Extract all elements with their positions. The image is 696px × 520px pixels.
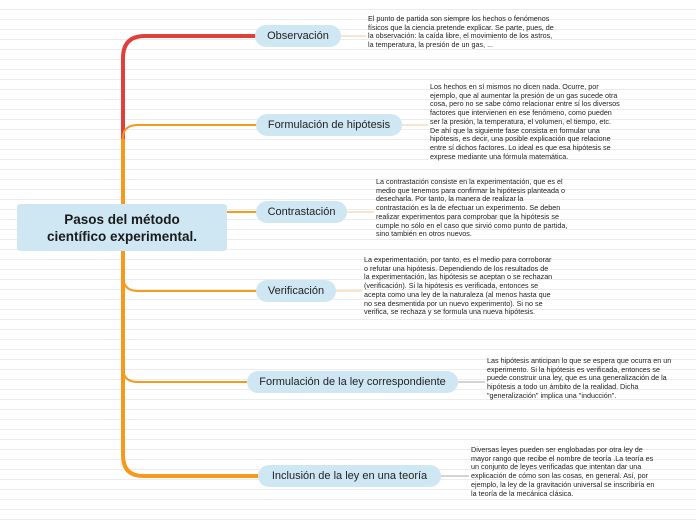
topic-inclusion-teoria[interactable]: Inclusión de la ley en una teoría xyxy=(258,465,441,487)
topic-contrastacion[interactable]: Contrastación xyxy=(256,201,347,223)
description-observacion: El punto de partida son siempre los hechos o fenómenos físicos que la ciencia pretende explicar. Se parte, pues, de la observación: la caída libre, el movimiento de los astros, la temperatura, la presión de un gas, ... xyxy=(368,14,554,50)
description-formulacion-ley: Las hipótesis anticipan lo que se espera que ocurra en un experimento. Si la hipótesis es verificada, entonces se puede construir una ley, que es una generalización de la hipótesis a todo un ámbito de la realidad. Dicha "generalización" implica una "inducción". xyxy=(487,356,672,400)
connector-observacion xyxy=(123,36,255,204)
central-topic[interactable] xyxy=(17,204,227,251)
topic-formulacion-hipotesis[interactable]: Formulación de hipótesis xyxy=(256,114,402,136)
description-contrastacion: La contrastación consiste en la experimentación, que es el medio que tenemos para confirmar la hipótesis planteada o desecharla. Por tanto, la manera de realizar la contrastación es la de efectuar un experimento. Se deben realizar experimentos para comprobar que la hipótesis se cumple no sólo en el caso que sirvió como punto de partida, sino también en otros nuevos. xyxy=(376,177,568,239)
description-verificacion: La experimentación, por tanto, es el medio para corroborar o refutar una hipótesis. Dependiendo de los resultados de la experimentación, las hipótesis se aceptan o se rechazan (verificación). Si la hipótesis es verificada, entonces se acepta como una ley de la naturaleza (al menos hasta que no sea desmentida por un nuevo experimento). Si no se verifica, se rechaza y se formula una nueva hipótesis. xyxy=(364,255,553,317)
central-topic-line1: Pasos del método xyxy=(64,211,180,227)
description-formulacion-hipotesis: Los hechos en sí mismos no dicen nada. Ocurre, por ejemplo, que al aumentar la presión de un gas sucede otra cosa, pero no se sabe cómo relacionar entre sí los diversos factores que intervienen en ese fenómeno, como pueden ser la presión, la temperatura, el volumen, el tiempo, etc. De ahí que la siguiente fase consista en formular una hipótesis, es decir, una posible explicación que relacione entre sí dichos factores. Lo ideal es que esa hipótesis se exprese mediante una fórmula matemática. xyxy=(430,82,620,161)
topic-formulacion-ley[interactable]: Formulación de la ley correspondiente xyxy=(247,371,458,393)
connector-trunk xyxy=(123,140,258,476)
connector-ley xyxy=(123,368,247,382)
connector-verificacion xyxy=(123,276,256,291)
connector-hipotesis xyxy=(123,125,256,138)
description-inclusion-teoria: Diversas leyes pueden ser englobadas por otra ley de mayor rango que recibe el nombre de teoría .La teoría es un conjunto de leyes verificadas que intentan dar una explicación de cómo son las cosas, en general. Así, por ejemplo, la ley de la gravitación universal se inscribiría en la teoría de la mecánica clásica. xyxy=(471,445,655,498)
central-topic-line2: científico experimental. xyxy=(46,228,198,244)
topic-verificacion[interactable]: Verificación xyxy=(256,280,336,302)
topic-observacion[interactable]: Observación xyxy=(255,25,341,47)
